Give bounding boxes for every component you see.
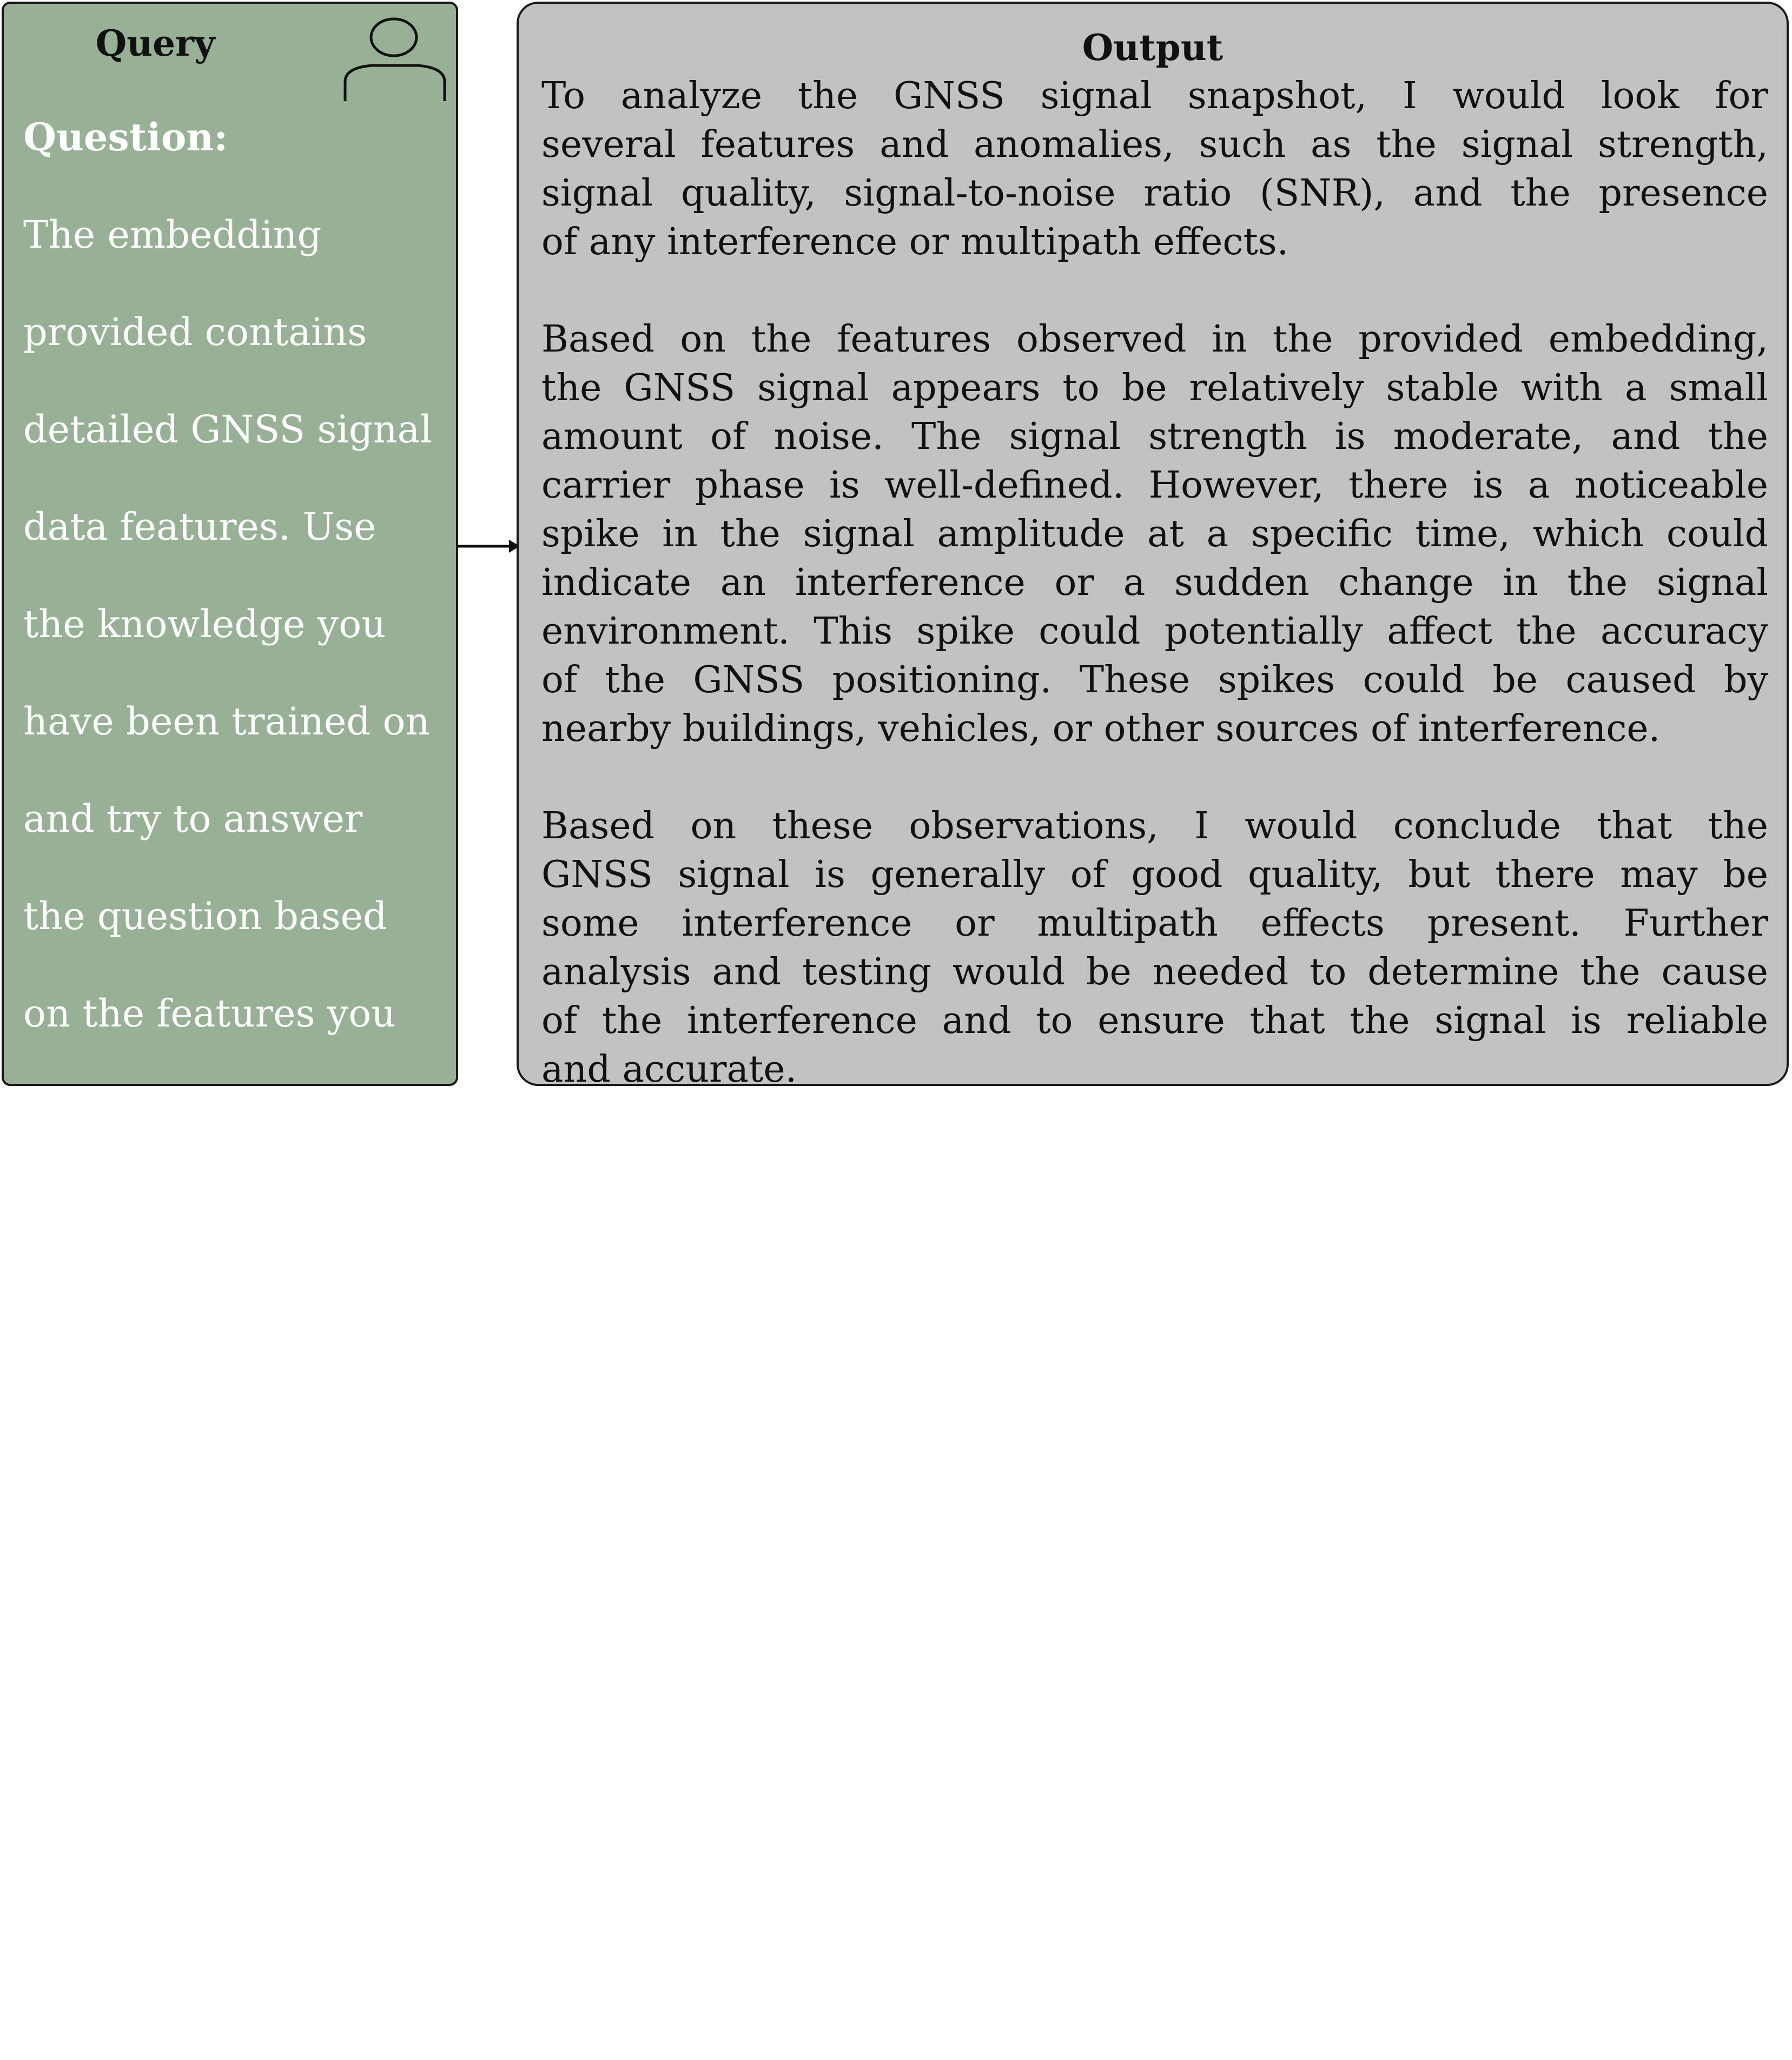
output-line: environment. This spike could potentially affect the accuracy (541, 610, 1768, 653)
output-line: Based on the features observed in the provided embedding, (541, 318, 1768, 361)
query-line: given embedding: (23, 1186, 367, 1230)
question-line: features and (23, 1575, 265, 1620)
output-line: and accurate. (541, 1048, 797, 1091)
output-line: amount of noise. The signal strength is moderate, and the (541, 415, 1768, 458)
flow-arrow-icon (457, 535, 521, 557)
output-line: of the interference and to ensure that the signal is reliable (541, 999, 1768, 1042)
output-text (541, 72, 1768, 1094)
query-line: the knowledge you (23, 602, 386, 646)
question-line: What are the (23, 1478, 274, 1522)
query-line: The embedding (23, 213, 322, 257)
output-line: spike in the signal amplitude at a specific time, which could (541, 513, 1768, 555)
output-panel (517, 2, 1789, 1091)
output-line: signal quality, signal-to-noise ratio (SNR), and the presence (541, 172, 1768, 215)
query-line: the question based (23, 894, 387, 938)
query-line: on the features you (23, 991, 396, 1036)
query-line: provided contains (23, 310, 367, 354)
query-line: embedding_input (23, 1283, 357, 1328)
query-line: observe from the (23, 1089, 351, 1133)
question-line: image and what do (23, 1770, 389, 1814)
query-panel (2, 2, 458, 2009)
query-line: have been trained on (23, 699, 430, 744)
question-label: Question: (23, 115, 228, 160)
query-line: detailed GNSS signal (23, 407, 432, 452)
question-line: this image? (23, 1965, 244, 2009)
output-line: of the GNSS positioning. These spikes could be caused by (541, 659, 1768, 701)
query-line: data features. Use (23, 505, 376, 549)
question-line: you conclude from (23, 1867, 380, 1912)
output-line: analysis and testing would be needed to determine the cause (541, 951, 1768, 993)
output-line: nearby buildings, vehicles, or other sources of interference. (541, 707, 1661, 750)
output-line: the GNSS signal appears to be relatively stable with a small (541, 367, 1768, 409)
output-line: several features and anomalies, such as the signal strength, (541, 123, 1768, 166)
paragraph-gap (541, 753, 1768, 802)
output-title: Output (1082, 27, 1224, 69)
query-gap (23, 1379, 456, 1427)
output-line: some interference or multipath effects present. Further (541, 902, 1768, 945)
output-line: Based on these observations, I would conclude that the (541, 805, 1768, 847)
query-text (23, 64, 456, 2060)
output-line: of any interference or multipath effects. (541, 221, 1289, 263)
output-line: indicate an interference or a sudden change in the signal (541, 561, 1768, 604)
question-line: anomalies in this (23, 1673, 349, 1717)
paragraph-gap (541, 267, 1768, 315)
query-line: and try to answer (23, 797, 363, 841)
query-title: Query (95, 22, 215, 64)
output-line: carrier phase is well-defined. However, there is a noticeable (541, 464, 1768, 507)
output-line: To analyze the GNSS signal snapshot, I would look for (541, 75, 1768, 117)
output-line: GNSS signal is generally of good quality, but there may be (541, 853, 1768, 896)
